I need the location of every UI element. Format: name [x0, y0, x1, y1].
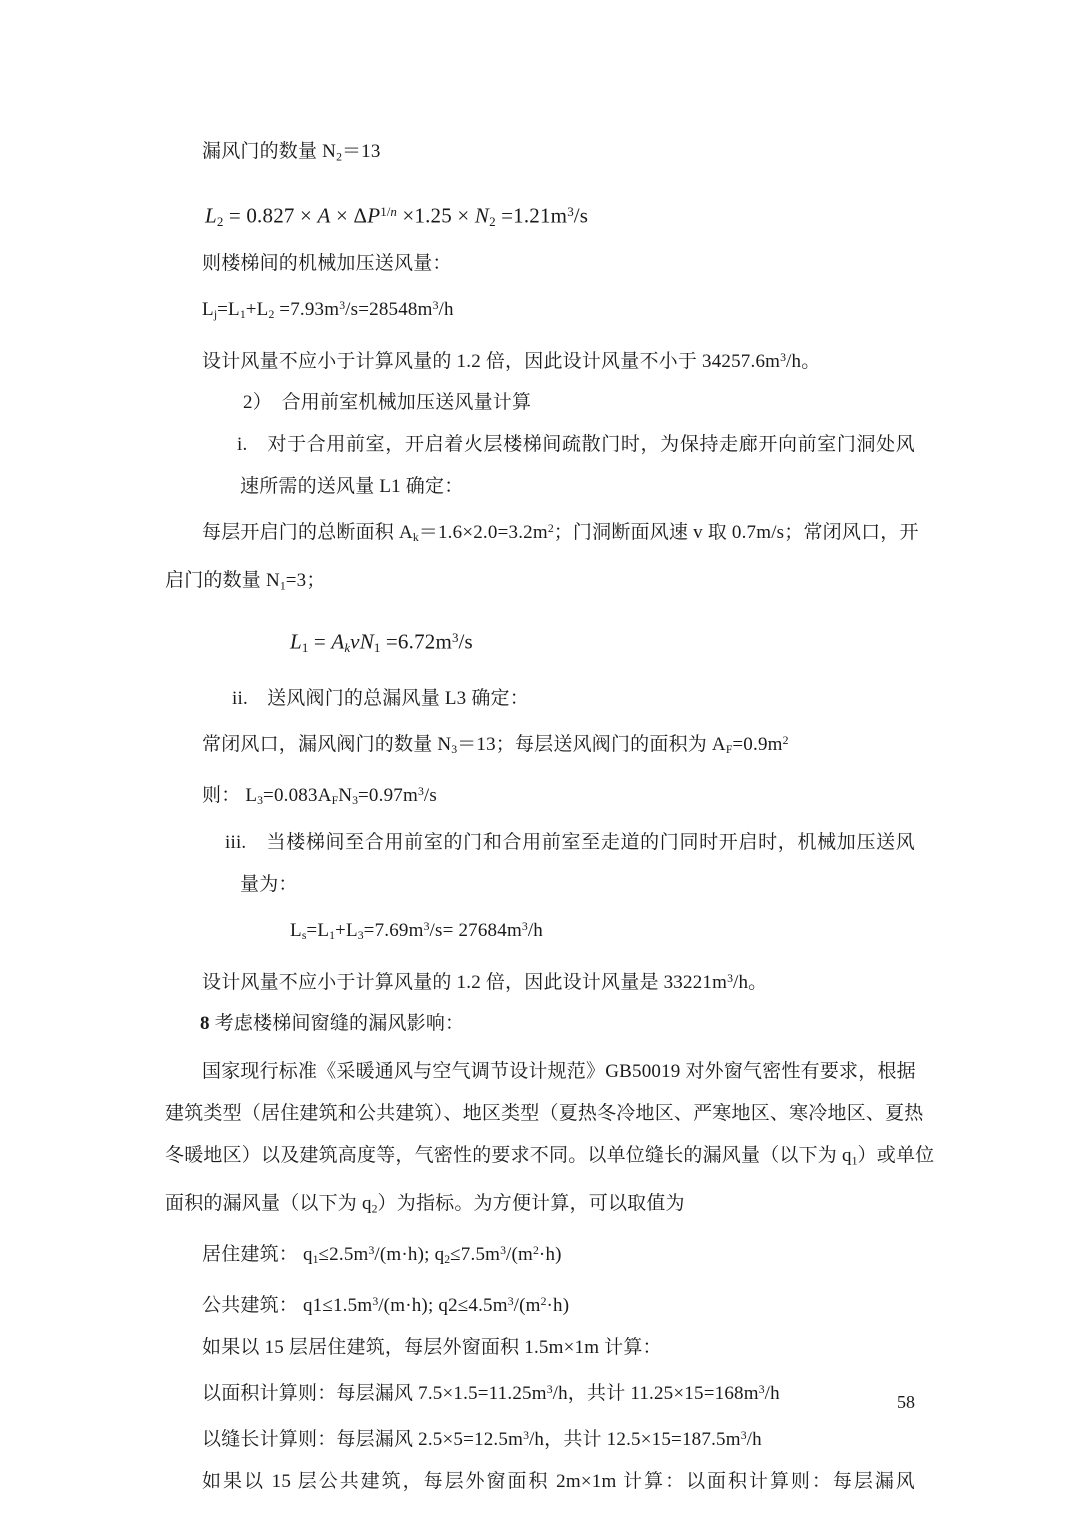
styled-text: 3	[521, 920, 528, 934]
text-line: iii. 当楼梯间至合用前室的门和合用前室至走道的门同时开启时，机械加压送风	[225, 832, 915, 854]
text-line: 则： $L_3=0.083A_FN_3=0.97m^3/s$	[202, 785, 437, 808]
styled-text: s	[301, 929, 307, 943]
styled-text: 3	[417, 785, 424, 799]
text-line: 设计风量不应小于计算风量的 1.2 倍，因此设计风量是 $33221m^3/h$。	[202, 971, 768, 993]
text-line: 以缝长计算则：每层漏风 $2.5\times 5=12.5m^3/h$，共计 $12.5\times 15=187.5m^3/h$	[202, 1428, 762, 1450]
styled-text: 3	[432, 299, 439, 313]
styled-text: 1	[851, 1154, 858, 1168]
styled-text: N	[474, 203, 490, 228]
text-line: 以面积计算则：每层漏风 $7.5\times 1.5=11.25m^3/h$，共计 $11.25\times 15=168m^3/h$	[202, 1383, 780, 1404]
styled-text: 3	[372, 1295, 379, 1309]
styled-text: 3	[257, 794, 264, 808]
styled-text: 3	[368, 1244, 375, 1258]
styled-text: 1	[239, 308, 246, 322]
text-line: 设计风量不应小于计算风量的 1.2 倍，因此设计风量不小于 $34257.6m^3/h$。	[202, 350, 821, 372]
styled-text: vN	[350, 629, 374, 654]
text-line: 如果以 15 层居住建筑，每层外窗面积 1.5m×1m 计算：	[202, 1337, 662, 1359]
styled-text: 8	[200, 1013, 210, 1035]
styled-text: 2	[268, 308, 275, 322]
styled-text: 2	[216, 214, 224, 230]
formula-line: $L_s=L_1+L_3=7.69m^3/s= 27684m^3/h$	[290, 920, 543, 943]
styled-text: 3	[507, 1295, 514, 1309]
styled-text: 1	[279, 578, 286, 592]
styled-text: 1/	[380, 204, 391, 220]
styled-text: 2	[336, 150, 342, 164]
styled-text: 2	[533, 1244, 539, 1258]
text-line: 漏风门的数量 $N_2=13$	[202, 141, 381, 164]
styled-text: 3	[780, 350, 787, 364]
text-line: ii. 送风阀门的总漏风量 L3 确定：	[232, 688, 529, 710]
text-line: 则楼梯间的机械加压送风量：	[202, 253, 452, 275]
styled-text: F	[725, 743, 733, 757]
styled-text: 3	[500, 1244, 507, 1258]
styled-text: k	[412, 531, 419, 545]
text-line: 量为：	[240, 874, 298, 896]
styled-text: 3	[546, 1383, 553, 1397]
styled-text: L	[205, 203, 217, 228]
styled-text: 2	[371, 1202, 378, 1216]
styled-text: 3	[339, 299, 346, 313]
document-body	[165, 0, 935, 1503]
text-line: 如果以 15 层公共建筑，每层外窗面积 2m×1m 计算：以面积计算则：每层漏风	[202, 1470, 915, 1492]
styled-text: 2	[547, 522, 554, 536]
page-number: 58	[897, 1392, 915, 1412]
text-line: 2） 合用前室机械加压送风量计算	[243, 392, 532, 414]
styled-text: 2	[489, 214, 496, 230]
styled-text: 1	[329, 929, 336, 943]
section-heading: 8 考虑楼梯间窗缝的漏风影响：	[200, 1013, 465, 1035]
text-line: 公共建筑： $q1\le 1.5m^3/(m\cdot h)$; $q2\le 4.5m^3/(m^2\cdot h)$	[202, 1295, 570, 1317]
styled-text: 1	[312, 1253, 319, 1267]
text-line: i. 对于合用前室，开启着火层楼梯间疏散门时，为保持走廊开向前室门洞处风	[237, 434, 915, 456]
styled-text: 1	[301, 640, 309, 656]
styled-text: 3	[423, 920, 430, 934]
styled-text: L	[290, 629, 302, 654]
styled-text: 2	[782, 734, 789, 748]
styled-text: 2	[540, 1295, 547, 1309]
styled-text: 2	[444, 1253, 451, 1267]
styled-text: A	[331, 629, 345, 654]
styled-text: n	[390, 204, 397, 220]
styled-text: 3	[523, 1429, 529, 1442]
styled-text: j	[213, 308, 218, 322]
styled-text: 3	[452, 629, 459, 645]
text-line: 常闭风口，漏风阀门的数量 $N_3=13$；每层送风阀门的面积为 $A_F=0.9m^2$	[202, 733, 789, 757]
text-line: 启门的数量 $N_1=3$；	[165, 569, 326, 592]
styled-text: P	[367, 203, 381, 228]
styled-text: 3	[740, 1429, 747, 1442]
text-line: 建筑类型（居住建筑和公共建筑）、地区类型（夏热冬冷地区、严寒地区、寒冷地区、夏热	[165, 1103, 924, 1125]
styled-text: 3	[758, 1383, 765, 1397]
styled-text: 3	[727, 971, 733, 985]
text-line: $L_j=L_1+L_2 =7.93m^3/s=28548m^3/h$	[202, 299, 454, 322]
styled-text: k	[344, 640, 351, 656]
text-line: 每层开启门的总断面积 $A_k=1.6\times 2.0=3.2m^2$；门洞断面风速 v 取 0.7m/s；常闭风口，开	[202, 522, 919, 545]
styled-text: 3	[567, 204, 574, 220]
styled-text: 3	[352, 794, 358, 808]
styled-text: 1	[373, 640, 381, 656]
formula-line: $L_1 = A_kvN_1 =6.72m^3/s$	[290, 629, 473, 656]
formula-line: $L_2 = 0.827 \times A \times \Delta P^{1/n} \times 1.25 \times N_2 =1.21m^3/s$	[205, 203, 589, 230]
styled-text: 3	[357, 929, 364, 943]
styled-text: A	[317, 203, 331, 228]
text-line: 冬暖地区）以及建筑高度等，气密性的要求不同。以单位缝长的漏风量（以下为 $q_1$）或单位	[165, 1145, 935, 1168]
text-line: 居住建筑： $q_1\le 2.5m^3/(m\cdot h)$; $q_2\le 7.5m^3/(m^2\cdot h)$	[202, 1243, 562, 1267]
styled-text: F	[331, 794, 339, 808]
text-line: 面积的漏风量（以下为 $q_2$）为指标。为方便计算，可以取值为	[165, 1192, 685, 1216]
styled-text: 3	[451, 743, 458, 757]
text-line: 速所需的送风量 L1 确定：	[240, 476, 464, 498]
text-line: 国家现行标准《采暖通风与空气调节设计规范》GB50019 对外窗气密性有要求，根据	[202, 1061, 916, 1083]
